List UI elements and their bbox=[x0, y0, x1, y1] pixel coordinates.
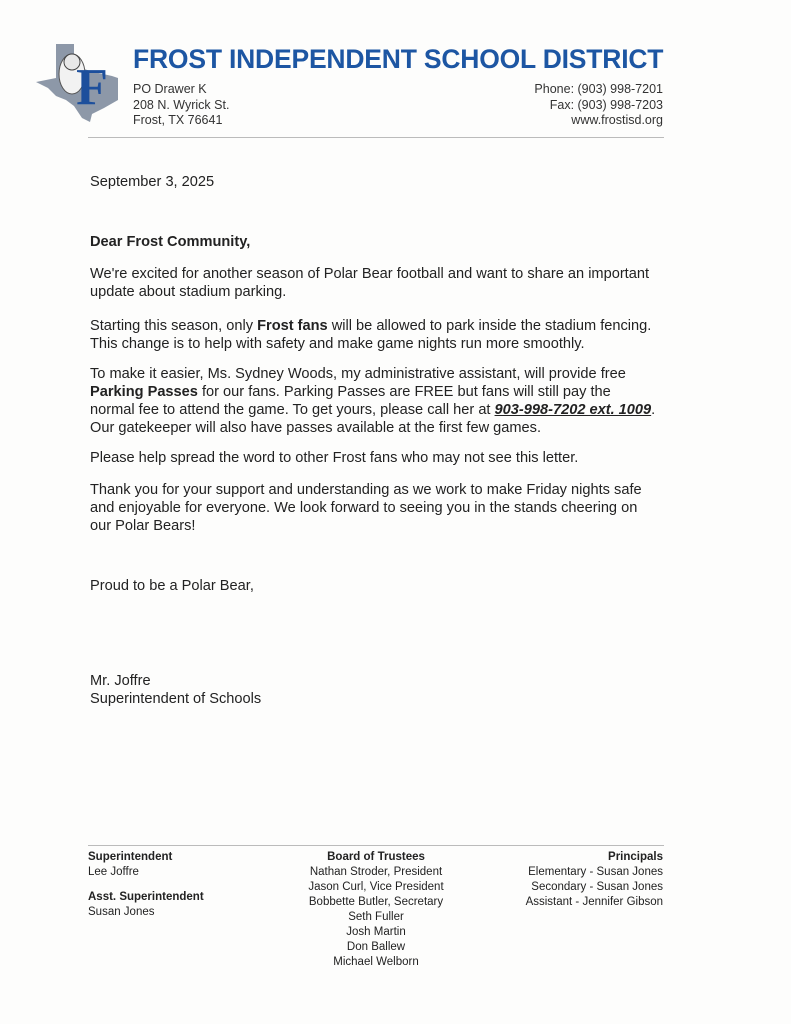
signer-title: Superintendent of Schools bbox=[90, 691, 262, 707]
paragraph-2 bbox=[90, 317, 651, 353]
text-line: This change is to help with safety and make game nights run more smoothly. bbox=[90, 336, 585, 352]
text: will be allowed to park inside the stadium fencing. bbox=[327, 318, 652, 334]
text: Starting this season, only bbox=[90, 318, 258, 334]
district-name: FROST INDEPENDENT SCHOOL DISTRICT bbox=[133, 44, 664, 74]
board-member: Michael Welborn bbox=[333, 956, 419, 968]
board-member: Don Ballew bbox=[346, 941, 406, 953]
closing: Proud to be a Polar Bear, bbox=[90, 578, 254, 594]
text-line: Thank you for your support and understanding as we work to make Friday nights safe bbox=[90, 482, 642, 498]
salutation: Dear Frost Community, bbox=[90, 234, 251, 250]
asst-superintendent-heading: Asst. Superintendent bbox=[88, 891, 204, 903]
text-line bbox=[90, 317, 651, 335]
board-member: Bobbette Butler, Secretary bbox=[308, 896, 444, 908]
header-divider bbox=[88, 137, 664, 138]
signer-name: Mr. Joffre bbox=[90, 673, 151, 689]
text-line: To make it easier, Ms. Sydney Woods, my administrative assistant, will provide free bbox=[90, 366, 626, 382]
paragraph-5 bbox=[90, 481, 642, 535]
address-line: Frost, TX 76641 bbox=[133, 113, 223, 127]
text-line: Our gatekeeper will also have passes available at the first few games. bbox=[90, 420, 542, 436]
principal: Elementary - Susan Jones bbox=[528, 866, 663, 878]
text: normal fee to attend the game. To get yours, please call her at bbox=[90, 402, 495, 418]
paragraph-1 bbox=[90, 265, 649, 301]
asst-superintendent-name: Susan Jones bbox=[88, 906, 155, 918]
footer-board bbox=[276, 850, 476, 970]
superintendent-name: Lee Joffre bbox=[88, 866, 139, 878]
text-line: and enjoyable for everyone. We look forward to seeing you in the stands cheering on bbox=[90, 500, 638, 516]
texas-bear-logo-icon bbox=[34, 42, 126, 122]
principal: Secondary - Susan Jones bbox=[531, 881, 663, 893]
text-line: We're excited for another season of Polar Bear football and want to share an important bbox=[90, 266, 650, 282]
text-line: update about stadium parking. bbox=[90, 284, 287, 300]
fax-number: Fax: (903) 998-7203 bbox=[549, 97, 663, 112]
text: . bbox=[651, 402, 656, 418]
footer-principals bbox=[526, 850, 663, 910]
board-member: Nathan Stroder, President bbox=[309, 866, 443, 878]
text-line bbox=[90, 383, 655, 401]
website-link[interactable]: www.frostisd.org bbox=[571, 113, 663, 127]
emphasis: Parking Passes bbox=[90, 384, 198, 400]
district-logo bbox=[34, 42, 126, 122]
principal: Assistant - Jennifer Gibson bbox=[525, 896, 663, 908]
board-member: Josh Martin bbox=[346, 926, 406, 938]
footer-divider bbox=[88, 845, 664, 846]
svg-text:F: F bbox=[76, 59, 108, 116]
footer-administration bbox=[88, 850, 204, 920]
district-contact bbox=[534, 82, 663, 129]
contact-phone[interactable]: 903-998-7202 ext. 1009 bbox=[494, 402, 652, 418]
phone-number: Phone: (903) 998-7201 bbox=[534, 82, 663, 96]
superintendent-heading: Superintendent bbox=[88, 851, 173, 863]
address-line: 208 N. Wyrick St. bbox=[133, 97, 230, 112]
text: for our fans. Parking Passes are FREE but fans will still pay the bbox=[197, 384, 611, 400]
emphasis: Frost fans bbox=[257, 318, 328, 334]
letter-date: September 3, 2025 bbox=[90, 174, 215, 190]
paragraph-4: Please help spread the word to other Frost fans who may not see this letter. bbox=[90, 450, 579, 466]
district-address bbox=[133, 82, 229, 129]
principals-heading: Principals bbox=[608, 851, 663, 863]
text-line bbox=[90, 401, 655, 419]
board-member: Jason Curl, Vice President bbox=[308, 881, 444, 893]
text-line: our Polar Bears! bbox=[90, 518, 196, 534]
board-heading: Board of Trustees bbox=[327, 851, 425, 863]
paragraph-3 bbox=[90, 365, 655, 437]
board-member: Seth Fuller bbox=[348, 911, 404, 923]
signature-block bbox=[90, 672, 261, 708]
address-line: PO Drawer K bbox=[133, 82, 207, 96]
